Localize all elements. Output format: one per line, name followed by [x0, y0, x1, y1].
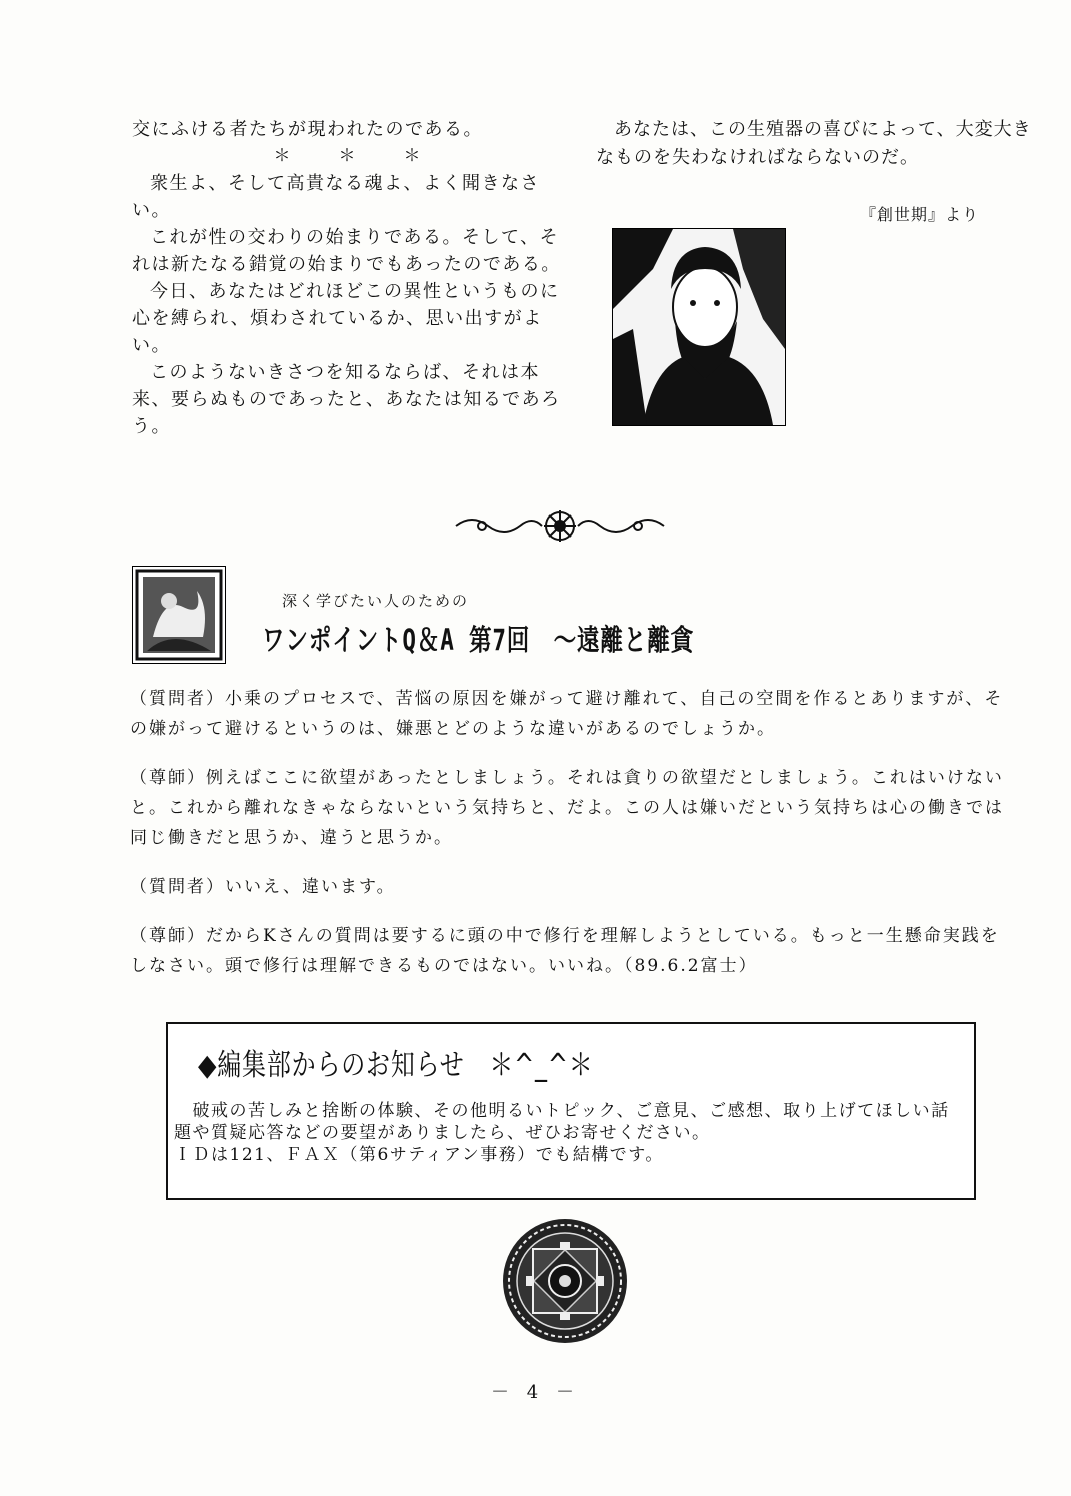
answer-paragraph: （尊師）だからKさんの質問は要するに頭の中で修行を理解しようとしている。もっと一生懸命実践をしなさい。頭で修行は理解できるものではない。いいね。（89.6.2富士）: [130, 926, 1000, 976]
paragraph: 交にふける者たちが現われたのである。: [132, 119, 483, 140]
qa-body: [130, 684, 1018, 1000]
paragraph: これが性の交わりの始まりである。そして、それは新たなる錯覚の始まりでもあったのである。: [132, 227, 561, 275]
paragraph: あなたは、この生殖器の喜びによって、大変大きなものを失わなければならないのだ。: [596, 119, 1032, 168]
notice-text: ＩＤは121、ＦＡＸ（第6サティアン事務）でも結構です。: [174, 1145, 664, 1165]
answer-paragraph: （尊師）例えばここに欲望があったとしましょう。それは貪りの欲望だとしましょう。これはいけないと。これから離れなきゃならないという気持ちと、だよ。この人は嫌いだという気持ちは心の働きでは同じ働きだと思うか、違うと思うか。: [130, 768, 1004, 848]
notice-title: ◆編集部からのお知らせ ＊^_^＊: [198, 1048, 594, 1083]
notice-body: [174, 1100, 964, 1166]
left-column-text: [132, 116, 562, 440]
qa-subtitle: 深く学びたい人のための: [282, 592, 470, 610]
editorial-notice-box: [166, 1022, 976, 1200]
question-paragraph: （質問者）いいえ、違います。: [130, 877, 396, 897]
paragraph: このようないきさつを知るならば、それは本来、要らぬものであったと、あなたは知るであろう。: [132, 362, 561, 437]
mandala-emblem: [500, 1216, 630, 1346]
qa-title: ワンポイントQ＆A 第7回 ～遠離と離貪: [262, 623, 694, 657]
paragraph: 衆生よ、そして高貴なる魂よ、よく聞きなさい。: [132, 173, 540, 221]
portrait-photo: [612, 228, 786, 426]
notice-text: 破戒の苦しみと捨断の体験、その他明るいトピック、ご意見、ご感想、取り上げてほしい話題や質疑応答などの要望がありましたら、ぜひお寄せください。: [174, 1101, 950, 1143]
source-citation: 『創世期』より: [859, 205, 979, 224]
question-paragraph: （質問者）小乗のプロセスで、苦悩の原因を嫌がって避け離れて、自己の空間を作るとありますが、その嫌がって避けるというのは、嫌悪とどのような違いがあるのでしょうか。: [130, 689, 1004, 739]
paragraph: 今日、あなたはどれほどこの異性というものに心を縛られ、煩わされているか、思い出すがよい。: [132, 281, 560, 356]
ornament-divider: [452, 506, 668, 546]
right-column-text: [596, 116, 1036, 172]
qa-illustration-icon: [132, 566, 226, 664]
section-break: ＊＊＊: [273, 146, 469, 166]
page-number: － 4 －: [491, 1382, 580, 1403]
